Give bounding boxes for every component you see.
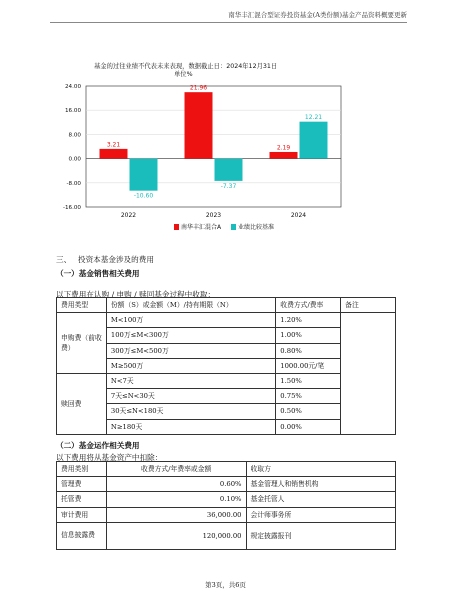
tier-cell: 30天≤N<180天 bbox=[106, 404, 275, 419]
table-header-row bbox=[57, 462, 396, 477]
page-footer: 第3页，共6页 bbox=[205, 581, 246, 589]
chart-unit-label: 单位% bbox=[174, 71, 193, 78]
operating-fee-table bbox=[56, 461, 396, 550]
tier-cell: M<100万 bbox=[106, 313, 275, 328]
y-tick-label: 24.00 bbox=[64, 84, 81, 90]
tier-cell: 7天≤N<30天 bbox=[106, 389, 275, 404]
header-cell: 费用类别 bbox=[57, 462, 107, 477]
header-cell: 收费方式/年费率或金额 bbox=[106, 462, 246, 477]
data-label: 3.21 bbox=[106, 141, 121, 149]
fee-type-cell: 赎回费 bbox=[57, 373, 107, 434]
fee-category-cell: 信息披露费 bbox=[57, 522, 107, 549]
legend-label: 业绩比较基准 bbox=[238, 224, 275, 231]
rate-cell: 0.75% bbox=[276, 389, 341, 404]
fee-recipient-cell: 规定披露报刊 bbox=[246, 522, 396, 549]
header-cell: 份额（S）或金额（M）/持有期限（N） bbox=[106, 298, 275, 313]
tier-cell: N≥180天 bbox=[106, 419, 275, 434]
data-label: 12.21 bbox=[304, 114, 323, 122]
legend-swatch bbox=[231, 224, 236, 230]
section-heading: 投资本基金涉及的费用 bbox=[78, 255, 154, 264]
fee-recipient-cell: 基金托管人 bbox=[246, 492, 396, 507]
rate-cell: 0.80% bbox=[276, 343, 341, 358]
rate-cell: 0.50% bbox=[276, 404, 341, 419]
bar bbox=[130, 159, 158, 191]
table-row bbox=[57, 477, 396, 492]
operating-fee-intro: 以下费用将从基金资产中扣除： bbox=[56, 453, 163, 462]
data-label: -10.60 bbox=[133, 192, 154, 200]
fee-type-cell: 申购费（前收费） bbox=[57, 313, 107, 374]
header-cell: 备注 bbox=[341, 298, 396, 313]
data-label: 21.96 bbox=[189, 84, 208, 92]
fee-amount-cell: 120,000.00 bbox=[106, 522, 246, 549]
bar bbox=[215, 159, 243, 181]
fee-recipient-cell: 基金管理人和销售机构 bbox=[246, 477, 396, 492]
subsection-operating-fees-title: （二）基金运作相关费用 bbox=[56, 441, 140, 450]
rate-cell: 1.50% bbox=[276, 373, 341, 388]
y-tick-label: 0.00 bbox=[68, 156, 81, 163]
remark-cell bbox=[341, 313, 396, 435]
sales-fee-intro: 以下费用在认购 / 申购 / 赎回基金过程中收取： bbox=[56, 290, 216, 299]
rate-cell: 1000.00元/笔 bbox=[276, 358, 341, 373]
x-tick-label: 2022 bbox=[120, 212, 137, 219]
table-header-row bbox=[57, 298, 396, 313]
tier-cell: 300万≤M<500万 bbox=[106, 343, 275, 358]
section-number: 三、 bbox=[56, 255, 72, 264]
fee-recipient-cell: 会计师事务所 bbox=[246, 507, 396, 522]
x-tick-label: 2024 bbox=[290, 212, 307, 219]
subsection-sales-fees-title: （一）基金销售相关费用 bbox=[56, 269, 140, 278]
y-tick-label: 16.00 bbox=[64, 108, 81, 115]
table-row bbox=[57, 313, 396, 328]
tier-cell: N<7天 bbox=[106, 373, 275, 388]
section-title bbox=[56, 254, 154, 265]
tier-cell: 100万≤M<300万 bbox=[106, 328, 275, 343]
data-label: 2.19 bbox=[276, 144, 291, 152]
fee-category-cell: 管理费 bbox=[57, 477, 107, 492]
y-tick-label: 8.00 bbox=[68, 132, 81, 139]
bar bbox=[185, 92, 213, 158]
data-label: -7.37 bbox=[220, 182, 237, 190]
x-tick-label: 2023 bbox=[205, 212, 222, 219]
fee-category-cell: 审计费用 bbox=[57, 507, 107, 522]
fee-amount-cell: 0.60% bbox=[106, 477, 246, 492]
bar bbox=[270, 152, 298, 159]
legend-label: 南华丰汇混合A bbox=[181, 224, 222, 231]
fee-amount-cell: 0.10% bbox=[106, 492, 246, 507]
table-row bbox=[57, 507, 396, 522]
table-row bbox=[57, 492, 396, 507]
sales-fee-table bbox=[56, 297, 396, 435]
chart-title: 基金的过往业绩不代表未来表现，数据截止日：2024年12月31日 bbox=[94, 63, 278, 70]
bar bbox=[100, 149, 128, 159]
header-cell: 费用类型 bbox=[57, 298, 107, 313]
fee-category-cell: 托管费 bbox=[57, 492, 107, 507]
fee-amount-cell: 36,000.00 bbox=[106, 507, 246, 522]
document-header: 南华丰汇混合型证券投资基金(A类份额)基金产品资料概要更新 bbox=[228, 11, 407, 19]
rate-cell: 1.20% bbox=[276, 313, 341, 328]
table-row bbox=[57, 522, 396, 549]
rate-cell: 0.00% bbox=[276, 419, 341, 434]
legend-swatch bbox=[174, 224, 179, 230]
y-tick-label: -16.00 bbox=[62, 205, 81, 211]
header-cell: 收费方式/费率 bbox=[276, 298, 341, 313]
performance-chart bbox=[0, 0, 451, 250]
header-cell: 收取方 bbox=[246, 462, 396, 477]
tier-cell: M≥500万 bbox=[106, 358, 275, 373]
rate-cell: 1.00% bbox=[276, 328, 341, 343]
y-tick-label: -8.00 bbox=[66, 180, 81, 187]
bar bbox=[300, 122, 328, 159]
